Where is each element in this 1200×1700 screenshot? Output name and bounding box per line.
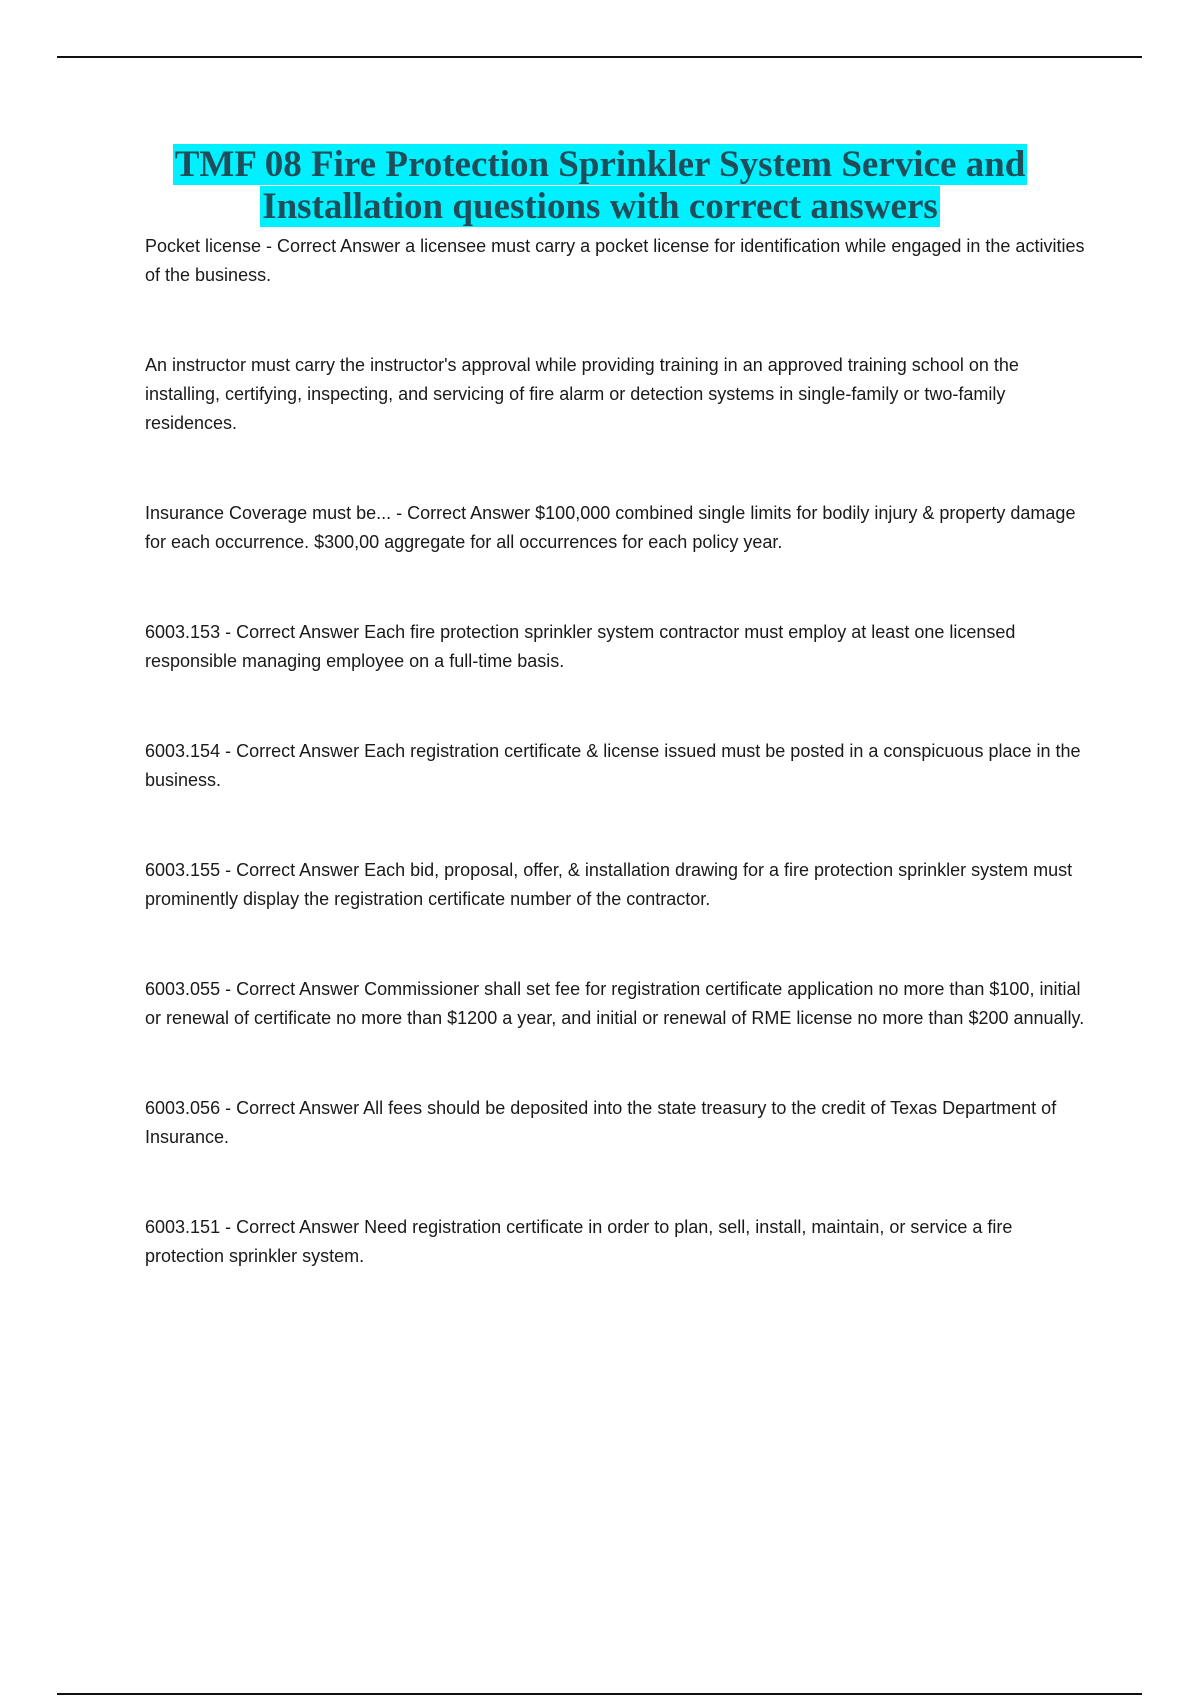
qa-entry: 6003.056 - Correct Answer All fees should be deposited into the state treasury to the credit of Texas Department of Insurance.: [145, 1098, 1057, 1147]
document-title: TMF 08 Fire Protection Sprinkler System Service and Installation questions with correct answers: [174, 144, 1026, 227]
qa-entry: 6003.153 - Correct Answer Each fire protection sprinkler system contractor must employ at least one licensed responsible managing employee on a full-time basis.: [145, 622, 1016, 671]
qa-entry: 6003.155 - Correct Answer Each bid, proposal, offer, & installation drawing for a fire protection sprinkler system must prominently display the registration certificate number of the contractor.: [145, 860, 1073, 909]
document-title-block: [100, 144, 1100, 228]
qa-entry: An instructor must carry the instructor's approval while providing training in an approved training school on the installing, certifying, inspecting, and servicing of fire alarm or detection systems in single-family or two-family residences.: [145, 355, 1019, 433]
qa-entry: Pocket license - Correct Answer a licensee must carry a pocket license for identification while engaged in the activities of the business.: [145, 236, 1085, 285]
qa-entry: 6003.154 - Correct Answer Each registration certificate & license issued must be posted in a conspicuous place in the business.: [145, 741, 1081, 790]
top-rule: [57, 56, 1142, 58]
bottom-rule: [57, 1693, 1142, 1695]
qa-list: [145, 232, 1090, 1332]
qa-entry: 6003.055 - Correct Answer Commissioner shall set fee for registration certificate application no more than $100, initial or renewal of certificate no more than $1200 a year, and initial or renewal of RME license no more than $200 annually.: [145, 979, 1085, 1028]
qa-entry: Insurance Coverage must be... - Correct Answer $100,000 combined single limits for bodily injury & property damage for each occurrence. $300,00 aggregate for all occurrences for each policy year.: [145, 503, 1076, 552]
qa-entry: 6003.151 - Correct Answer Need registration certificate in order to plan, sell, install, maintain, or service a fire protection sprinkler system.: [145, 1217, 1013, 1266]
